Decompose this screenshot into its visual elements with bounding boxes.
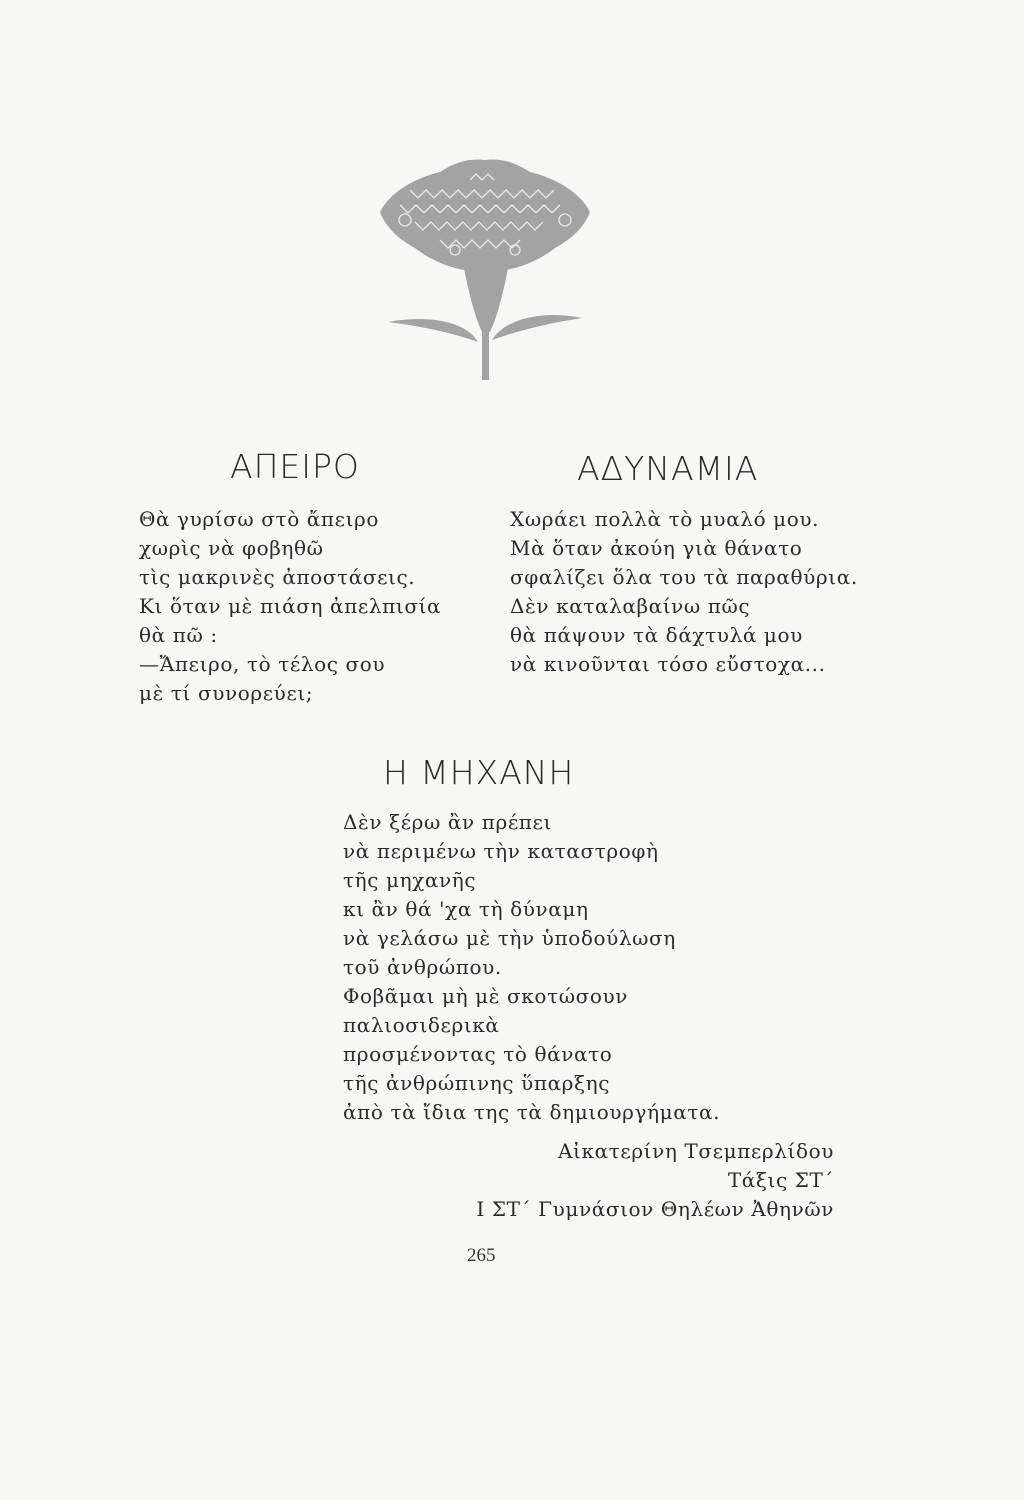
poem-line: Χωράει πολλὰ τὸ μυαλό μου.	[510, 507, 820, 531]
poem-title-apeiro: ΑΠΕΙΡΟ	[230, 447, 360, 486]
poem-adynamia-body	[510, 505, 858, 679]
poem-line: νὰ περιμένω τὴν καταστροφὴ	[343, 839, 659, 863]
author-name: Αἰκατερίνη Τσεμπερλίδου	[558, 1139, 834, 1163]
poem-line: Θὰ γυρίσω στὸ ἄπειρο	[139, 507, 380, 531]
carnation-flower-icon	[370, 150, 600, 385]
poem-line: προσμένοντας τὸ θάνατο	[343, 1042, 613, 1066]
poem-line: κι ἂν θά 'χα τὴ δύναμη	[343, 897, 589, 921]
poem-title-mixani: Η ΜΗΧΑΝΗ	[383, 753, 575, 792]
poem-line: Κι ὅταν μὲ πιάση ἀπελπισία	[139, 594, 442, 618]
page-number: 265	[467, 1245, 496, 1266]
poem-line: Δὲν ξέρω ἂν πρέπει	[343, 810, 552, 834]
poem-line: τοῦ ἀνθρώπου.	[343, 955, 502, 979]
poem-line: τῆς ἀνθρώπινης ὕπαρξης	[343, 1071, 611, 1095]
author-school: Ι ΣΤ΄ Γυμνάσιον Θηλέων Ἀθηνῶν	[476, 1197, 834, 1221]
poem-line: νὰ γελάσω μὲ τὴν ὑποδούλωση	[343, 926, 676, 950]
poem-line: χωρὶς νὰ φοβηθῶ	[139, 536, 324, 560]
poem-apeiro-body	[139, 505, 441, 708]
poem-line: τὶς μακρινὲς ἀποστάσεις.	[139, 565, 416, 589]
poem-line: Δὲν καταλαβαίνω πῶς	[510, 594, 751, 618]
poem-line: ἀπὸ τὰ ἴδια της τὰ δημιουργήματα.	[343, 1100, 721, 1124]
poem-line: Φοβᾶμαι μὴ μὲ σκοτώσουν	[343, 984, 629, 1008]
poem-line: μὲ τί συνορεύει;	[139, 681, 314, 705]
author-signature	[476, 1137, 834, 1224]
author-class: Τάξις ΣΤ΄	[727, 1168, 834, 1192]
poem-line: σφαλίζει ὅλα του τὰ παραθύρια.	[510, 565, 858, 589]
poem-line: Μὰ ὅταν ἀκούη γιὰ θάνατο	[510, 536, 803, 560]
poem-line: θὰ πῶ :	[139, 623, 218, 647]
poem-line: παλιοσιδερικὰ	[343, 1013, 500, 1037]
poem-mixani-body	[343, 808, 720, 1127]
poem-line: —Ἄπειρο, τὸ τέλος σου	[139, 652, 386, 676]
poem-line: θὰ πάψουν τὰ δάχτυλά μου	[510, 623, 803, 647]
poem-line: τῆς μηχανῆς	[343, 868, 477, 892]
poem-line: νὰ κινοῦνται τόσο εὔστοχα...	[510, 652, 826, 676]
poem-title-adynamia: ΑΔΥΝΑΜΙΑ	[577, 449, 759, 488]
